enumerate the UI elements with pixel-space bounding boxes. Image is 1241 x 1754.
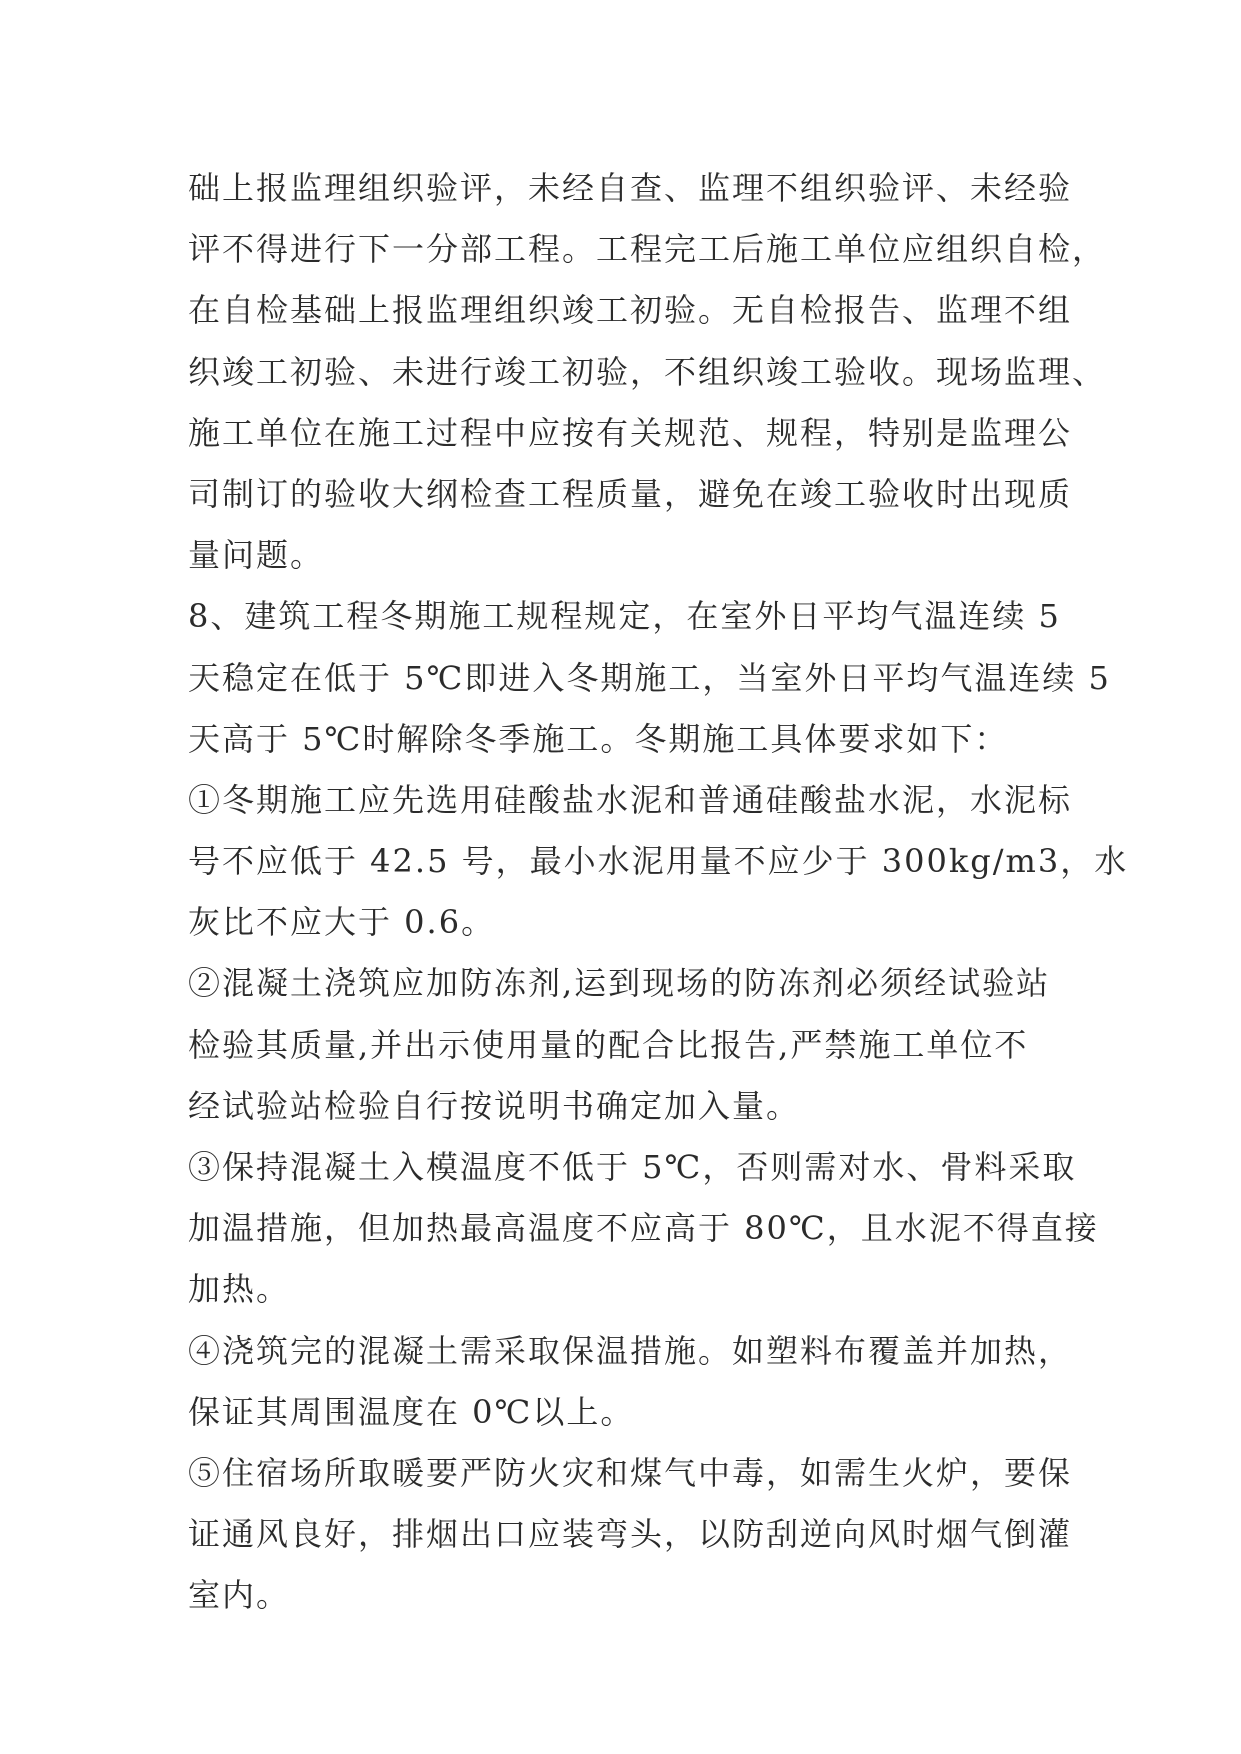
text-line: 司制订的验收大纲检查工程质量，避免在竣工验收时出现质 [188, 474, 1073, 513]
text-line: 量问题。 [188, 536, 325, 575]
text-line: 础上报监理组织验评，未经自查、监理不组织验评、未经验 [188, 169, 1073, 207]
text-line: 加热。 [188, 1270, 291, 1309]
text-line: 在自检基础上报监理组织竣工初验。无自检报告、监理不组 [188, 291, 1073, 330]
text-line: ①冬期施工应先选用硅酸盐水泥和普通硅酸盐水泥，水泥标 [188, 780, 1073, 819]
text-line: 经试验站检验自行按说明书确定加入量。 [188, 1086, 801, 1125]
text-line: 号不应低于 42.5 号，最小水泥用量不应少于 300kg/m3，水 [188, 842, 1129, 881]
text-line: 检验其质量,并出示使用量的配合比报告,严禁施工单位不 [188, 1025, 1029, 1064]
text-line: 证通风良好，排烟出口应装弯头，以防刮逆向风时烟气倒灌 [188, 1515, 1073, 1554]
text-line: ⑤住宿场所取暖要严防火灾和煤气中毒，如需生火炉，要保 [188, 1453, 1073, 1492]
text-line: ④浇筑完的混凝土需采取保温措施。如塑料布覆盖并加热， [188, 1331, 1073, 1370]
text-line: 天高于 5℃时解除冬季施工。冬期施工具体要求如下： [188, 719, 1009, 758]
body-text [188, 158, 1129, 1627]
text-line: 8、建筑工程冬期施工规程规定，在室外日平均气温连续 5 [188, 597, 1061, 636]
text-line: 加温措施，但加热最高温度不应高于 80℃，且水泥不得直接 [188, 1209, 1099, 1248]
text-line: 织竣工初验、未进行竣工初验，不组织竣工验收。现场监理、 [188, 352, 1107, 391]
text-line: 灰比不应大于 0.6。 [188, 903, 496, 942]
text-line: ③保持混凝土入模温度不低于 5℃，否则需对水、骨料采取 [188, 1148, 1077, 1186]
text-line: 天稳定在低于 5℃即进入冬期施工，当室外日平均气温连续 5 [188, 658, 1111, 697]
text-line: 评不得进行下一分部工程。工程完工后施工单位应组织自检， [188, 230, 1107, 269]
text-line: 施工单位在施工过程中应按有关规范、规程，特别是监理公 [188, 413, 1073, 452]
text-line: 室内。 [188, 1576, 291, 1615]
text-line: 保证其周围温度在 0℃以上。 [188, 1392, 635, 1431]
text-line: ②混凝土浇筑应加防冻剂,运到现场的防冻剂必须经试验站 [188, 964, 1051, 1003]
